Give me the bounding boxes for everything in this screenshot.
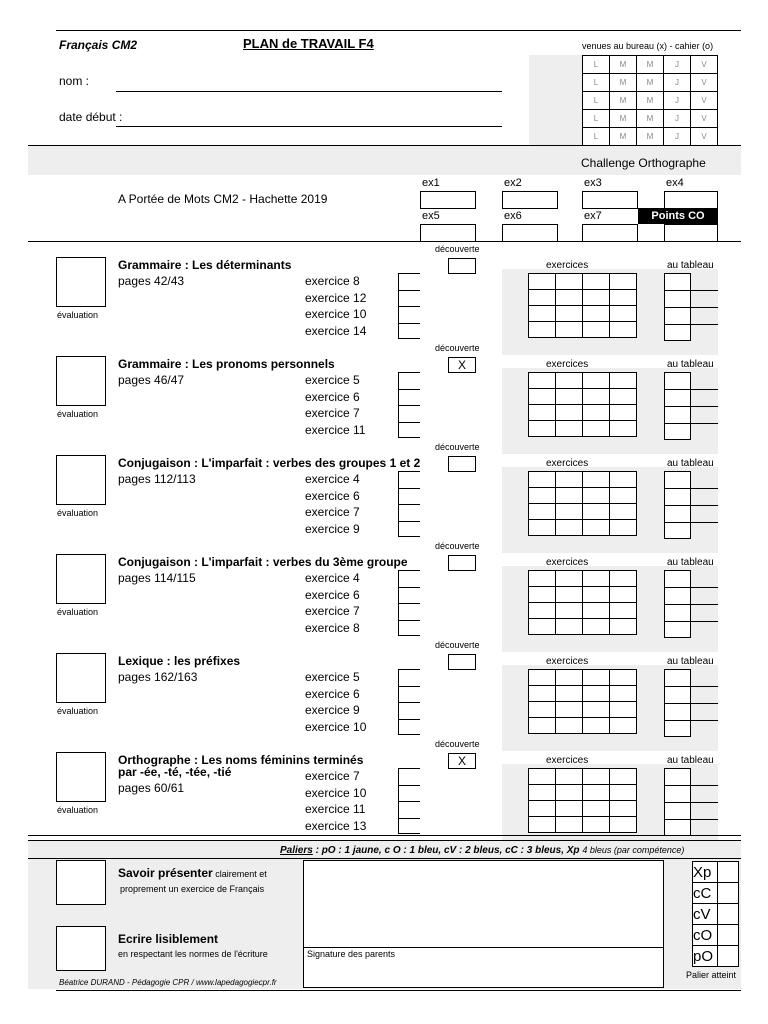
exercise-grid-cell[interactable] bbox=[583, 769, 610, 785]
attendance-cell[interactable]: V bbox=[691, 56, 718, 74]
exercise-label: exercice 5 bbox=[305, 373, 360, 387]
exercise-grid-cell[interactable] bbox=[610, 785, 637, 801]
attendance-cell[interactable]: L bbox=[583, 92, 610, 110]
attendance-cell[interactable]: M bbox=[637, 56, 664, 74]
exercises-grid bbox=[528, 372, 637, 437]
attendance-cell[interactable]: V bbox=[691, 128, 718, 146]
exercise-grid-cell[interactable] bbox=[610, 472, 637, 488]
section-pages: pages 112/113 bbox=[118, 472, 196, 486]
level-label: Xp bbox=[693, 862, 718, 883]
subject-label: Français CM2 bbox=[59, 38, 138, 52]
exercise-label: exercice 10 bbox=[305, 785, 367, 800]
exercise-label: exercice 8 bbox=[305, 274, 360, 288]
exercise-label: exercice 11 bbox=[305, 802, 366, 816]
exercise-grid-cell[interactable] bbox=[556, 785, 583, 801]
attendance-cell[interactable]: M bbox=[637, 128, 664, 146]
section-title: Orthographe : Les noms féminins terminés bbox=[118, 753, 364, 767]
exercise-grid-cell[interactable] bbox=[610, 389, 637, 405]
attendance-grid bbox=[582, 55, 718, 146]
exercise-label: exercice 4 bbox=[305, 571, 360, 585]
section-title-line2: par -ée, -té, -tée, -tié bbox=[118, 765, 232, 779]
exercises-grid bbox=[528, 669, 637, 734]
attendance-cell[interactable]: V bbox=[691, 110, 718, 128]
level-row bbox=[693, 925, 739, 946]
evaluation-box[interactable] bbox=[56, 356, 106, 406]
decouverte-box[interactable] bbox=[448, 555, 476, 571]
exercise-grid-cell[interactable] bbox=[556, 322, 583, 338]
attendance-cell[interactable]: L bbox=[583, 110, 610, 128]
signature-label: Signature des parents bbox=[307, 949, 396, 959]
level-row bbox=[693, 904, 739, 925]
exercise-grid-cell[interactable] bbox=[610, 274, 637, 290]
exercise-grid-cell[interactable] bbox=[610, 670, 637, 686]
exercise-grid-cell[interactable] bbox=[583, 488, 610, 504]
exercise-label: exercice 13 bbox=[305, 818, 367, 833]
attendance-cell[interactable]: L bbox=[583, 128, 610, 146]
exercise-grid-cell[interactable] bbox=[529, 373, 556, 389]
exercise-grid-cell[interactable] bbox=[556, 817, 583, 833]
ex5-label: ex5 bbox=[422, 210, 440, 222]
exercise-grid-cell[interactable] bbox=[583, 785, 610, 801]
exercise-grid-cell[interactable] bbox=[556, 405, 583, 421]
ex3-box[interactable] bbox=[582, 191, 638, 209]
ex3-label: ex3 bbox=[584, 177, 602, 189]
exercise-grid-cell[interactable] bbox=[556, 670, 583, 686]
exercise-label: exercice 8 bbox=[305, 620, 360, 635]
exercise-grid-cell[interactable] bbox=[529, 670, 556, 686]
exercise-grid-cell[interactable] bbox=[529, 571, 556, 587]
exercise-grid-cell[interactable] bbox=[556, 587, 583, 603]
exercise-grid-cell[interactable] bbox=[583, 421, 610, 437]
evaluation-box[interactable] bbox=[56, 653, 106, 703]
skill2-description: en respectant les normes de l'écriture bbox=[118, 949, 268, 959]
attendance-row bbox=[583, 56, 718, 74]
exercise-grid-cell[interactable] bbox=[529, 290, 556, 306]
attendance-row bbox=[583, 92, 718, 110]
section-title: Conjugaison : L'imparfait : verbes des groupes 1 et 2 bbox=[118, 456, 421, 470]
attendance-cell[interactable]: M bbox=[610, 74, 637, 92]
decouverte-label: découverte bbox=[435, 442, 480, 452]
attendance-cell[interactable]: M bbox=[610, 128, 637, 146]
ex4-box[interactable] bbox=[664, 191, 718, 209]
exercise-grid-cell[interactable] bbox=[556, 603, 583, 619]
level-checkbox[interactable] bbox=[718, 904, 739, 925]
exercise-grid-cell[interactable] bbox=[556, 504, 583, 520]
skill2-checkbox[interactable] bbox=[56, 926, 106, 971]
exercise-grid-cell[interactable] bbox=[529, 472, 556, 488]
exercise-grid-cell[interactable] bbox=[529, 421, 556, 437]
decouverte-box[interactable] bbox=[448, 258, 476, 274]
level-label: cV bbox=[693, 904, 718, 925]
exercise-grid-cell[interactable] bbox=[529, 322, 556, 338]
exercise-grid-cell[interactable] bbox=[610, 769, 637, 785]
exercise-grid-cell[interactable] bbox=[556, 718, 583, 734]
exercise-grid-cell[interactable] bbox=[610, 619, 637, 635]
exercises-grid bbox=[528, 570, 637, 635]
exercices-label: exercices bbox=[546, 359, 589, 370]
exercise-grid-cell[interactable] bbox=[529, 504, 556, 520]
attendance-cell[interactable]: M bbox=[610, 110, 637, 128]
ex6-box[interactable] bbox=[502, 224, 558, 242]
exercise-grid-cell[interactable] bbox=[583, 322, 610, 338]
exercise-grid-cell[interactable] bbox=[610, 587, 637, 603]
ex1-box[interactable] bbox=[420, 191, 476, 209]
exercise-grid-cell[interactable] bbox=[583, 670, 610, 686]
exercise-label: exercice 7 bbox=[305, 505, 360, 519]
exercise-grid-cell[interactable] bbox=[583, 619, 610, 635]
exercise-grid-cell[interactable] bbox=[529, 718, 556, 734]
level-row bbox=[693, 862, 739, 883]
exercises-grid bbox=[528, 273, 637, 338]
evaluation-label: évaluation bbox=[57, 607, 99, 617]
name-label: nom : bbox=[59, 74, 90, 88]
exercise-grid-cell[interactable] bbox=[583, 504, 610, 520]
exercise-grid-cell[interactable] bbox=[529, 520, 556, 536]
exercise-grid-cell[interactable] bbox=[610, 290, 637, 306]
exercices-label: exercices bbox=[546, 656, 589, 667]
exercise-grid-cell[interactable] bbox=[556, 389, 583, 405]
decouverte-label: découverte bbox=[435, 739, 480, 749]
exercise-grid-cell[interactable] bbox=[583, 702, 610, 718]
credit-text: Béatrice DURAND - Pédagogie CPR / www.lapedagogiecpr.fr bbox=[59, 978, 277, 987]
au-tableau-label: au tableau bbox=[667, 755, 714, 766]
page-title: PLAN de TRAVAIL F4 bbox=[243, 36, 374, 51]
exercise-label: exercice 6 bbox=[305, 587, 360, 602]
exercise-grid-cell[interactable] bbox=[556, 472, 583, 488]
decouverte-label: découverte bbox=[435, 343, 480, 353]
exercise-grid-cell[interactable] bbox=[529, 702, 556, 718]
exercise-label: exercice 7 bbox=[305, 769, 360, 783]
section-pages: pages 42/43 bbox=[118, 274, 185, 288]
exercise-grid-cell[interactable] bbox=[529, 769, 556, 785]
exercise-grid-cell[interactable] bbox=[529, 389, 556, 405]
decouverte-box[interactable] bbox=[448, 456, 476, 472]
exercise-label: exercice 11 bbox=[305, 422, 366, 437]
skill1-checkbox[interactable] bbox=[56, 860, 106, 905]
section-pages: pages 46/47 bbox=[118, 373, 185, 387]
exercise-grid-cell[interactable] bbox=[556, 520, 583, 536]
exercise-grid-cell[interactable] bbox=[583, 306, 610, 322]
attendance-label: venues au bureau (x) - cahier (o) bbox=[582, 41, 714, 51]
exercise-grid-cell[interactable] bbox=[556, 801, 583, 817]
exercise-grid-cell[interactable] bbox=[583, 405, 610, 421]
name-field[interactable] bbox=[116, 91, 502, 92]
level-label: cO bbox=[693, 925, 718, 946]
attendance-cell[interactable]: J bbox=[664, 110, 691, 128]
skill2-title: Ecrire lisiblement bbox=[118, 932, 219, 946]
exercise-grid-cell[interactable] bbox=[529, 817, 556, 833]
attendance-cell[interactable]: M bbox=[637, 110, 664, 128]
attendance-cell[interactable]: M bbox=[610, 56, 637, 74]
attendance-cell[interactable]: L bbox=[583, 74, 610, 92]
section-title: Grammaire : Les déterminants bbox=[118, 258, 292, 272]
attendance-cell[interactable]: M bbox=[637, 74, 664, 92]
au-tableau-label: au tableau bbox=[667, 557, 714, 568]
exercise-grid-cell[interactable] bbox=[529, 801, 556, 817]
ex5-box[interactable] bbox=[420, 224, 476, 242]
exercise-grid-cell[interactable] bbox=[610, 571, 637, 587]
exercise-label: exercice 14 bbox=[305, 323, 367, 338]
evaluation-box[interactable] bbox=[56, 554, 106, 604]
levels-grid bbox=[692, 861, 739, 967]
level-label: cC bbox=[693, 883, 718, 904]
exercise-grid-cell[interactable] bbox=[583, 571, 610, 587]
ex4-label: ex4 bbox=[666, 177, 684, 189]
exercise-grid-cell[interactable] bbox=[610, 718, 637, 734]
exercices-label: exercices bbox=[546, 458, 589, 469]
attendance-cell[interactable]: J bbox=[664, 128, 691, 146]
level-checkbox[interactable] bbox=[718, 883, 739, 904]
date-field[interactable] bbox=[116, 126, 502, 127]
attendance-cell[interactable]: J bbox=[664, 56, 691, 74]
evaluation-box[interactable] bbox=[56, 752, 106, 802]
level-label: pO bbox=[693, 946, 718, 967]
exercises-grid bbox=[528, 768, 637, 833]
exercise-grid-cell[interactable] bbox=[583, 686, 610, 702]
exercise-grid-cell[interactable] bbox=[529, 686, 556, 702]
exercise-grid-cell[interactable] bbox=[583, 520, 610, 536]
paliers-label: Paliers bbox=[280, 845, 313, 856]
attendance-cell[interactable]: J bbox=[664, 74, 691, 92]
au-tableau-label: au tableau bbox=[667, 359, 714, 370]
evaluation-label: évaluation bbox=[57, 805, 99, 815]
attendance-cell[interactable]: L bbox=[583, 56, 610, 74]
exercise-grid-cell[interactable] bbox=[610, 817, 637, 833]
exercise-grid-cell[interactable] bbox=[556, 619, 583, 635]
exercises-grid bbox=[528, 471, 637, 536]
attendance-cell[interactable]: M bbox=[610, 92, 637, 110]
attendance-row bbox=[583, 128, 718, 146]
exercise-grid-cell[interactable] bbox=[610, 520, 637, 536]
exercise-grid-cell[interactable] bbox=[556, 274, 583, 290]
exercise-label: exercice 10 bbox=[305, 719, 367, 734]
evaluation-label: évaluation bbox=[57, 409, 99, 419]
exercise-grid-cell[interactable] bbox=[610, 488, 637, 504]
section-pages: pages 60/61 bbox=[118, 781, 185, 795]
decouverte-box[interactable]: X bbox=[448, 357, 476, 373]
level-row bbox=[693, 883, 739, 904]
exercise-grid-cell[interactable] bbox=[556, 421, 583, 437]
exercise-grid-cell[interactable] bbox=[610, 322, 637, 338]
attendance-row bbox=[583, 110, 718, 128]
level-checkbox[interactable] bbox=[718, 862, 739, 883]
level-checkbox[interactable] bbox=[718, 925, 739, 946]
exercise-label: exercice 6 bbox=[305, 389, 360, 404]
ex2-label: ex2 bbox=[504, 177, 522, 189]
section-title: Lexique : les préfixes bbox=[118, 654, 241, 668]
exercise-grid-cell[interactable] bbox=[610, 306, 637, 322]
book-reference: A Portée de Mots CM2 - Hachette 2019 bbox=[118, 192, 328, 206]
exercise-grid-cell[interactable] bbox=[556, 702, 583, 718]
level-row bbox=[693, 946, 739, 967]
exercise-grid-cell[interactable] bbox=[556, 290, 583, 306]
points-co-label: Points CO bbox=[638, 208, 718, 224]
exercise-grid-cell[interactable] bbox=[583, 389, 610, 405]
exercise-grid-cell[interactable] bbox=[529, 488, 556, 504]
attendance-cell[interactable]: J bbox=[664, 92, 691, 110]
exercices-label: exercices bbox=[546, 755, 589, 766]
exercise-grid-cell[interactable] bbox=[556, 571, 583, 587]
section-pages: pages 114/115 bbox=[118, 571, 196, 585]
exercise-grid-cell[interactable] bbox=[529, 274, 556, 290]
exercise-grid-cell[interactable] bbox=[583, 817, 610, 833]
exercise-label: exercice 7 bbox=[305, 406, 360, 420]
exercise-grid-cell[interactable] bbox=[610, 801, 637, 817]
exercise-grid-cell[interactable] bbox=[610, 504, 637, 520]
exercise-grid-cell[interactable] bbox=[610, 421, 637, 437]
skill1-title: Savoir présenter clairement et bbox=[118, 866, 267, 880]
exercise-grid-cell[interactable] bbox=[529, 619, 556, 635]
exercise-grid-cell[interactable] bbox=[583, 718, 610, 734]
exercise-grid-cell[interactable] bbox=[556, 306, 583, 322]
exercise-grid-cell[interactable] bbox=[610, 702, 637, 718]
exercise-grid-cell[interactable] bbox=[529, 587, 556, 603]
au-tableau-label: au tableau bbox=[667, 458, 714, 469]
ex7-box[interactable] bbox=[582, 224, 638, 242]
exercise-grid-cell[interactable] bbox=[529, 306, 556, 322]
date-label: date début : bbox=[59, 110, 123, 124]
attendance-row bbox=[583, 74, 718, 92]
level-checkbox[interactable] bbox=[718, 946, 739, 967]
signature-box[interactable] bbox=[303, 860, 664, 988]
attendance-cell[interactable]: M bbox=[637, 92, 664, 110]
decouverte-box[interactable]: X bbox=[448, 753, 476, 769]
exercise-grid-cell[interactable] bbox=[583, 587, 610, 603]
attendance-cell[interactable]: V bbox=[691, 92, 718, 110]
exercise-grid-cell[interactable] bbox=[583, 290, 610, 306]
evaluation-label: évaluation bbox=[57, 706, 99, 716]
exercise-label: exercice 12 bbox=[305, 290, 367, 305]
decouverte-label: découverte bbox=[435, 541, 480, 551]
paliers-legend: Paliers : pO : 1 jaune, c O : 1 bleu, cV : 2 bleus, cC : 3 bleus, Xp 4 bleus (par compétence) bbox=[280, 845, 685, 856]
au-tableau-label: au tableau bbox=[667, 656, 714, 667]
exercise-grid-cell[interactable] bbox=[556, 769, 583, 785]
exercise-label: exercice 4 bbox=[305, 472, 360, 486]
exercise-grid-cell[interactable] bbox=[556, 488, 583, 504]
exercise-grid-cell[interactable] bbox=[610, 686, 637, 702]
exercise-label: exercice 6 bbox=[305, 488, 360, 503]
exercise-grid-cell[interactable] bbox=[529, 405, 556, 421]
attendance-cell[interactable]: V bbox=[691, 74, 718, 92]
exercise-label: exercice 5 bbox=[305, 670, 360, 684]
exercise-grid-cell[interactable] bbox=[529, 603, 556, 619]
skill1-description: proprement un exercice de Français bbox=[120, 884, 265, 894]
section-title: Conjugaison : L'imparfait : verbes du 3ème groupe bbox=[118, 555, 408, 569]
ex7-label: ex7 bbox=[584, 210, 602, 222]
exercise-grid-cell[interactable] bbox=[583, 801, 610, 817]
evaluation-label: évaluation bbox=[57, 310, 99, 320]
evaluation-box[interactable] bbox=[56, 455, 106, 505]
section-title: Grammaire : Les pronoms personnels bbox=[118, 357, 335, 371]
exercise-grid-cell[interactable] bbox=[610, 603, 637, 619]
decouverte-label: découverte bbox=[435, 640, 480, 650]
exercise-grid-cell[interactable] bbox=[610, 373, 637, 389]
evaluation-box[interactable] bbox=[56, 257, 106, 307]
ex6-label: ex6 bbox=[504, 210, 522, 222]
exercise-grid-cell[interactable] bbox=[556, 686, 583, 702]
exercices-label: exercices bbox=[546, 260, 589, 271]
points-co-box[interactable] bbox=[664, 224, 718, 242]
exercices-label: exercices bbox=[546, 557, 589, 568]
ex1-label: ex1 bbox=[422, 177, 440, 189]
decouverte-box[interactable] bbox=[448, 654, 476, 670]
section-pages: pages 162/163 bbox=[118, 670, 198, 684]
exercise-label: exercice 6 bbox=[305, 686, 360, 701]
ex2-box[interactable] bbox=[502, 191, 558, 209]
challenge-title: Challenge Orthographe bbox=[581, 156, 706, 170]
exercise-label: exercice 9 bbox=[305, 703, 360, 717]
palier-atteint-label: Palier atteint bbox=[686, 970, 737, 980]
exercise-grid-cell[interactable] bbox=[610, 405, 637, 421]
exercise-grid-cell[interactable] bbox=[583, 373, 610, 389]
exercise-grid-cell[interactable] bbox=[556, 373, 583, 389]
au-tableau-label: au tableau bbox=[667, 260, 714, 271]
exercise-label: exercice 9 bbox=[305, 521, 360, 536]
decouverte-label: découverte bbox=[435, 244, 480, 254]
exercise-grid-cell[interactable] bbox=[583, 603, 610, 619]
exercise-grid-cell[interactable] bbox=[583, 274, 610, 290]
exercise-label: exercice 7 bbox=[305, 604, 360, 618]
exercise-label: exercice 10 bbox=[305, 307, 367, 321]
evaluation-label: évaluation bbox=[57, 508, 99, 518]
exercise-grid-cell[interactable] bbox=[529, 785, 556, 801]
exercise-grid-cell[interactable] bbox=[583, 472, 610, 488]
